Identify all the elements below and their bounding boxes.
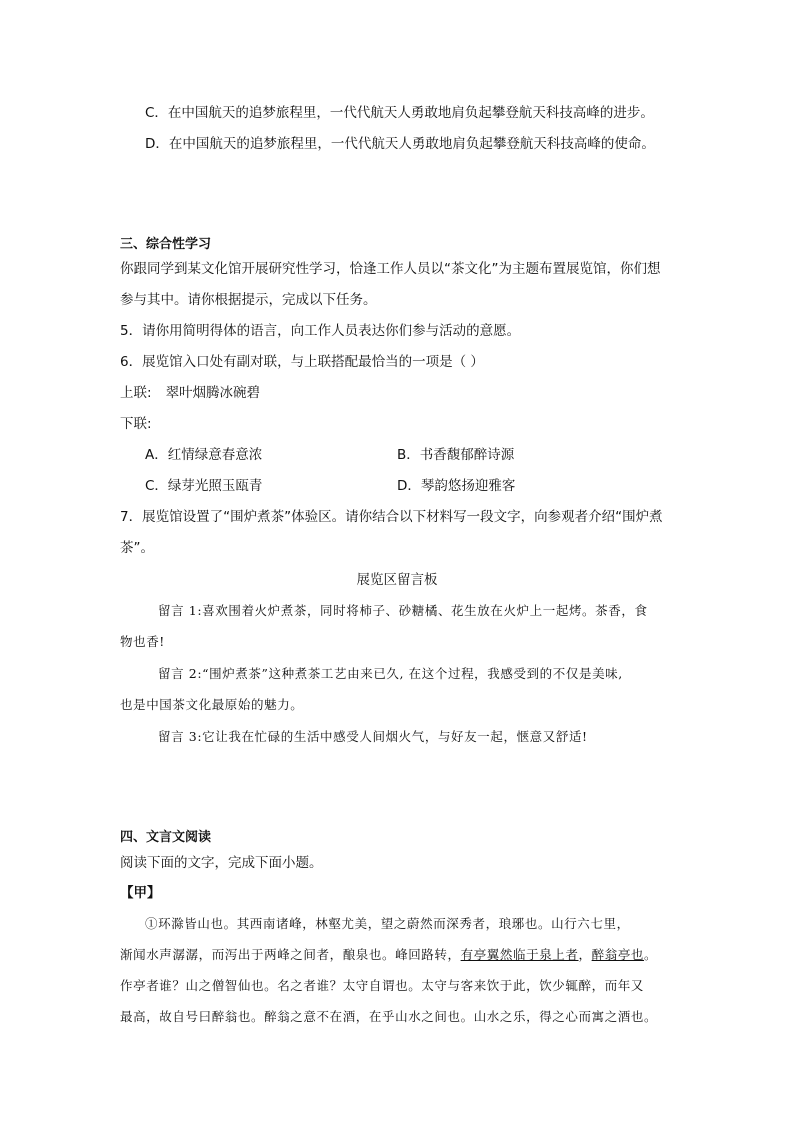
choice-a: A．红情绿意春意浓 (145, 447, 263, 463)
choice-d: D．琴韵悠扬迎雅客 (397, 478, 516, 494)
lower-couplet-label: 下联: (120, 416, 152, 432)
passage-line-1: ①环滁皆山也。其西南诸峰，林壑尤美，望之蔚然而深秀者，琅琊也。山行六七里， (145, 916, 630, 931)
question-6: 6．展览馆入口处有副对联，与上联搭配最恰当的一项是（ ） (120, 354, 484, 370)
option-d: D．在中国航天的追梦旅程里，一代代航天人勇敢地肩负起攀登航天科技高峰的使命。 (145, 136, 655, 152)
question-7-line-1: 7．展览馆设置了“围炉煮茶”体验区。请你结合以下材料写一段文字，向参观者介绍“围炉煮 (120, 509, 663, 525)
upper-couplet (120, 384, 260, 402)
option-c: C．在中国航天的追梦旅程里，一代代航天人勇敢地肩负起攀登航天科技高峰的进步。 (145, 105, 654, 121)
section-3-intro-line-1: 你跟同学到某文化馆开展研究性学习，恰逢工作人员以“茶文化”为主题布置展览馆，你们想 (120, 261, 661, 277)
upper-couplet-text: 翠叶烟腾冰碗碧 (165, 385, 261, 401)
section-3-heading: 三、综合性学习 (120, 237, 212, 252)
section-4-instruction: 阅读下面的文字，完成下面小题。 (120, 855, 323, 871)
section-4-heading: 四、文言文阅读 (120, 830, 212, 845)
message-2-line-2: 也是中国茶文化最原始的魅力。 (120, 697, 304, 712)
underlined-phrase-1: 有亭翼然临于泉上者 (460, 947, 579, 962)
choice-b: B．书香馥郁醉诗源 (397, 447, 515, 463)
message-1-line-1: 留言 1:喜欢围着火炉煮茶，同时将柿子、砂糖橘、花生放在火炉上一起烤。茶香，食 (158, 603, 648, 618)
passage-line-2-period: 。 (644, 947, 658, 962)
underlined-phrase-2: 醉翁亭也 (591, 947, 645, 962)
message-2-line-1: 留言 2:“围炉煮茶”这种煮茶工艺由来已久, 在这个过程，我感受到的不仅是美味, (158, 666, 623, 681)
passage-line-2-text-a: 渐闻水声潺潺，而泻出于两峰之间者，酿泉也。峰回路转， (120, 947, 461, 962)
passage-line-4: 最高，故自号曰醉翁也。醉翁之意不在酒，在乎山水之间也。山水之乐，得之心而寓之酒也。 (120, 1009, 658, 1024)
passage-line-3: 作亭者谁？山之僧智仙也。名之者谁？太守自谓也。太守与客来饮于此，饮少辄醉，而年又 (120, 978, 645, 993)
message-board-title: 展览区留言板 (356, 572, 438, 588)
choice-c: C．绿芽光照玉瓯青 (145, 478, 263, 494)
question-7-line-2: 茶”。 (120, 540, 154, 556)
passage-jia-label: 【甲】 (120, 885, 161, 901)
message-3: 留言 3:它让我在忙碌的生活中感受人间烟火气，与好友一起，惬意又舒适! (158, 729, 588, 744)
section-3-intro-line-2: 参与其中。请你根据提示，完成以下任务。 (120, 292, 377, 308)
message-1-line-2: 物也香! (120, 634, 165, 649)
question-5: 5．请你用简明得体的语言，向工作人员表达你们参与活动的意愿。 (120, 323, 521, 339)
upper-couplet-label: 上联: (120, 385, 152, 401)
passage-line-2-comma: ， (578, 947, 592, 962)
passage-line-2 (120, 946, 657, 964)
